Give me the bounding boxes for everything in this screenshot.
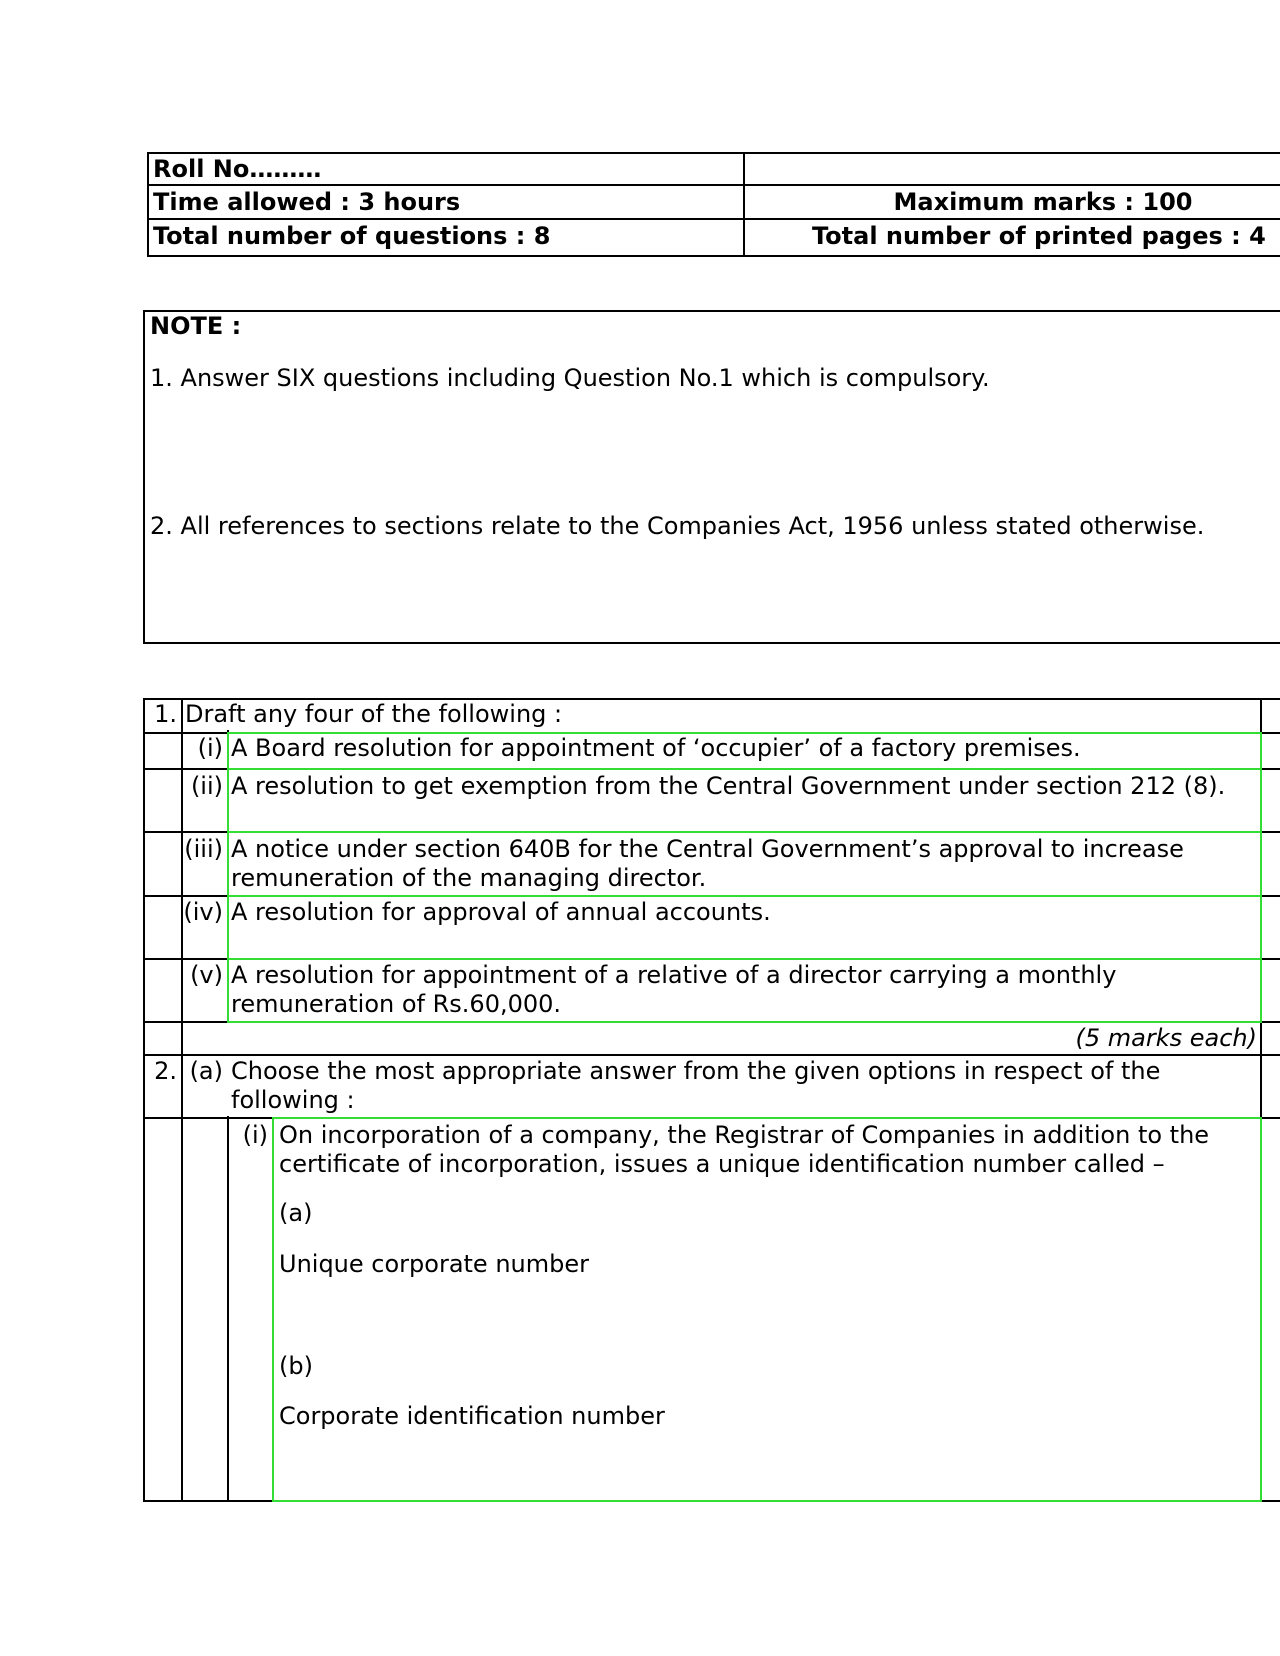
roll-no: Roll No………	[153, 155, 322, 183]
q2-sub-label: (i)	[242, 1121, 268, 1149]
note-item-2: 2. All references to sections relate to the Companies Act, 1956 unless stated otherwise.	[150, 512, 1205, 540]
q1-sub-text: A Board resolution for appointment of ‘occupier’ of a factory premises.	[231, 734, 1081, 762]
q2-number: 2.	[154, 1057, 177, 1085]
note-title: NOTE :	[150, 312, 242, 340]
total-questions: Total number of questions : 8	[153, 222, 551, 250]
note-item-1: 1. Answer SIX questions including Question No.1 which is compulsory.	[150, 364, 990, 392]
q1-sub-text: A resolution for appointment of a relative of a director carrying a monthly remuneration of Rs.60,000.	[231, 961, 1117, 1018]
q1-text: Draft any four of the following :	[185, 700, 563, 728]
q2-sub-text: On incorporation of a company, the Registrar of Companies in addition to the certificate of incorporation, issues a unique identification number called –	[279, 1121, 1210, 1178]
option-label: (b)	[279, 1352, 313, 1380]
option-text: Unique corporate number	[279, 1250, 589, 1278]
q1-sub-text: A notice under section 640B for the Central Government’s approval to increase remuneration of the managing director.	[231, 835, 1184, 892]
q1-sub-text: A resolution to get exemption from the Central Government under section 212 (8).	[231, 772, 1226, 800]
option-label: (a)	[279, 1199, 313, 1227]
q1-sub-label: (i)	[197, 734, 223, 762]
qt-col-divider	[227, 1116, 229, 1502]
note-box	[143, 310, 1280, 644]
q2-part-label: (a)	[189, 1057, 223, 1085]
max-marks: Maximum marks : 100	[893, 188, 1193, 216]
q2-part-text: Choose the most appropriate answer from the given options in respect of the following :	[231, 1057, 1161, 1114]
q1-sub-label: (iv)	[183, 898, 223, 926]
qt-row-divider	[143, 1054, 1280, 1056]
option-text: Corporate identification number	[279, 1402, 665, 1430]
printed-pages: Total number of printed pages : 4	[812, 222, 1266, 250]
q1-sub-label: (v)	[190, 961, 223, 989]
q1-sub-label: (iii)	[184, 835, 223, 863]
time-allowed: Time allowed : 3 hours	[153, 188, 461, 216]
q1-sub-text: A resolution for approval of annual accounts.	[231, 898, 771, 926]
q1-sub-label: (ii)	[190, 772, 223, 800]
qt-col-divider	[181, 698, 183, 1502]
q1-number: 1.	[154, 700, 177, 728]
q1-marks: (5 marks each)	[1075, 1024, 1257, 1052]
